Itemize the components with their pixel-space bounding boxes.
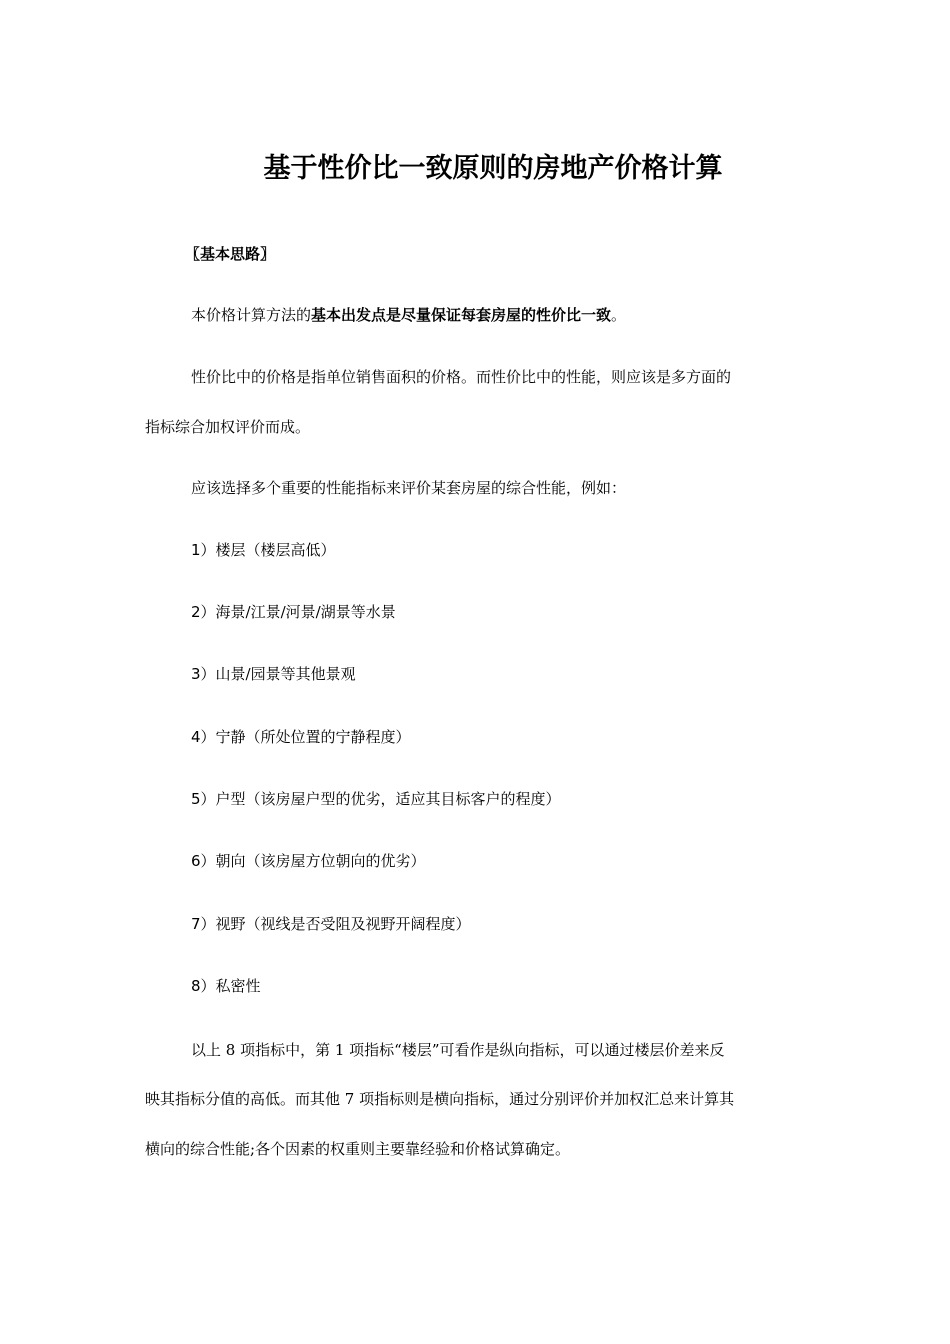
- list-item-number: 1: [191, 541, 201, 559]
- list-item-number: 3: [191, 665, 201, 683]
- list-item: [191, 913, 471, 935]
- list-item-number: 8: [191, 977, 201, 995]
- intro-suffix: 。: [611, 306, 627, 324]
- list-item: [191, 788, 561, 810]
- summary-line-2: 映其指标分值的高低。而其他 7 项指标则是横向指标，通过分别评价并加权汇总来计算其: [145, 1090, 735, 1108]
- list-item-text: ）宁静（所处位置的宁静程度）: [200, 728, 411, 746]
- paragraph-2-line-1: 性价比中的价格是指单位销售面积的价格。而性价比中的性能，则应该是多方面的: [191, 368, 732, 386]
- paragraph-2-line-2: 指标综合加权评价而成。: [145, 418, 311, 436]
- list-item: [191, 663, 356, 685]
- section-heading: 〖基本思路〗: [185, 245, 276, 263]
- summary-line-1: 以上 8 项指标中，第 1 项指标“楼层”可看作是纵向指标，可以通过楼层价差来反: [191, 1041, 725, 1059]
- list-item-number: 6: [191, 852, 201, 870]
- list-item-text: ）朝向（该房屋方位朝向的优劣）: [200, 852, 426, 870]
- list-item: [191, 726, 411, 748]
- list-item-number: 4: [191, 728, 201, 746]
- intro-bold-text: 基本出发点是尽量保证每套房屋的性价比一致: [311, 306, 612, 324]
- list-item-text: ）海景/江景/河景/湖景等水景: [200, 603, 396, 621]
- summary-line-3: 横向的综合性能;各个因素的权重则主要靠经验和价格试算确定。: [145, 1140, 571, 1158]
- list-item-text: ）视野（视线是否受阻及视野开阔程度）: [200, 915, 471, 933]
- paragraph-3: 应该选择多个重要的性能指标来评价某套房屋的综合性能，例如：: [191, 479, 627, 497]
- list-item: [191, 539, 336, 561]
- list-item: [191, 975, 261, 997]
- list-item: [191, 601, 396, 623]
- list-item-text: ）山景/园景等其他景观: [200, 665, 356, 683]
- intro-paragraph: [191, 304, 626, 326]
- list-item-text: ）户型（该房屋户型的优劣，适应其目标客户的程度）: [200, 790, 561, 808]
- list-item-number: 2: [191, 603, 201, 621]
- list-item-text: ）楼层（楼层高低）: [200, 541, 336, 559]
- list-item-number: 5: [191, 790, 201, 808]
- intro-prefix: 本价格计算方法的: [191, 306, 312, 324]
- list-item-number: 7: [191, 915, 201, 933]
- document-title: 基于性价比一致原则的房地产价格计算: [263, 153, 723, 184]
- list-item-text: ）私密性: [200, 977, 261, 995]
- list-item: [191, 850, 426, 872]
